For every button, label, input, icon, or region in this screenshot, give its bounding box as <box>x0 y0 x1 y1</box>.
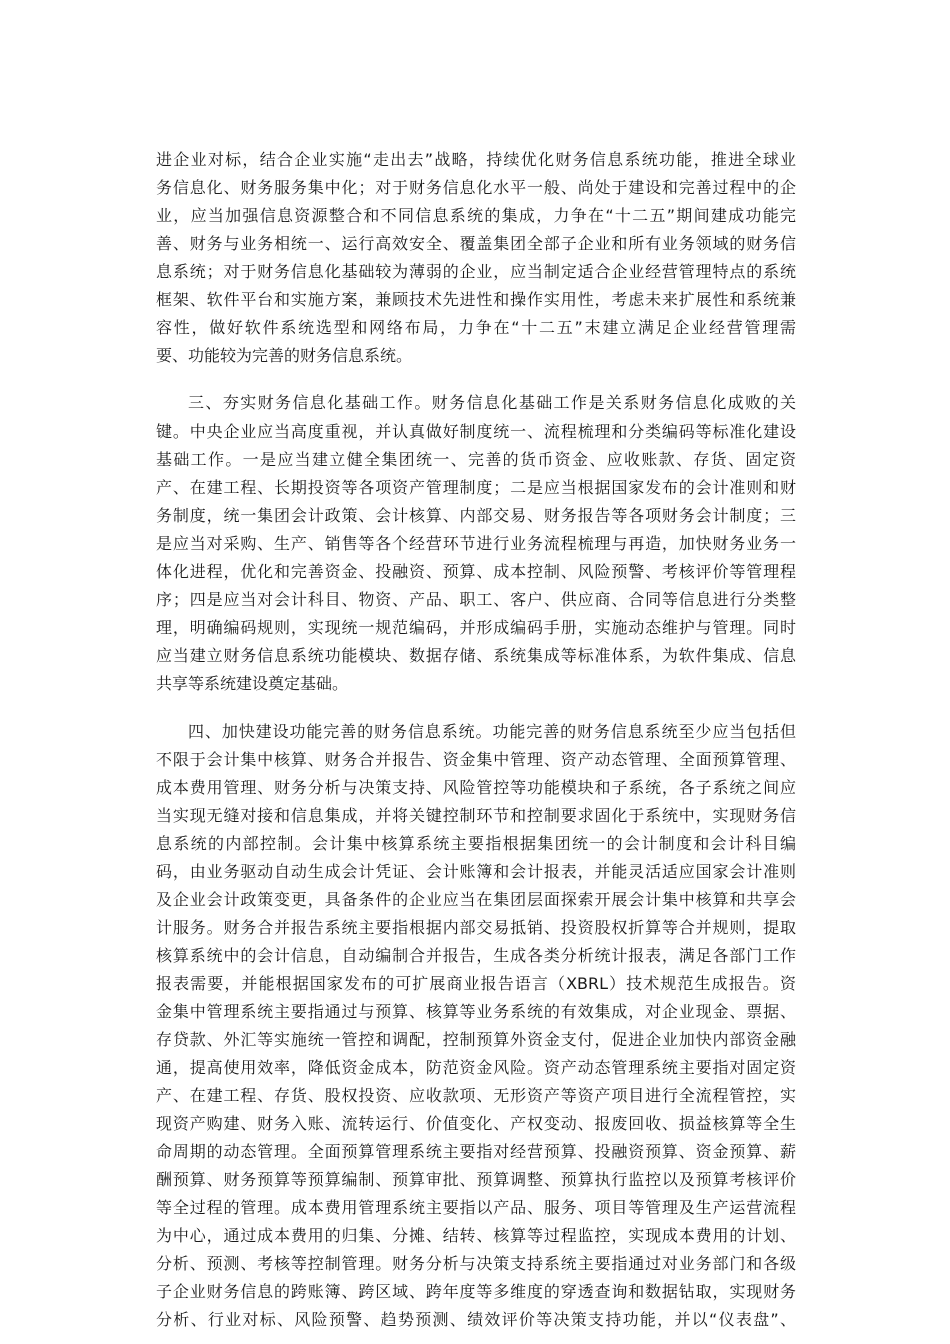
paragraph-3-line-10: 报表需要，并能根据国家发布的可扩展商业报告语言（XBRL）技术规范生成报告。资 <box>156 974 796 993</box>
paragraph-3-line-19: 为中心，通过成本费用的归集、分摊、结转、核算等过程监控，实现成本费用的计划、 <box>156 1226 796 1245</box>
paragraph-3-line-1: 四、加快建设功能完善的财务信息系统。功能完善的财务信息系统至少应当包括但 <box>188 722 796 741</box>
paragraph-1-line-8: 要、功能较为完善的财务信息系统。 <box>156 346 413 365</box>
paragraph-3-line-8: 计服务。财务合并报告系统主要指根据内部交易抵销、投资股权折算等合并规则，提取 <box>156 918 796 937</box>
paragraph-1-line-6: 框架、软件平台和实施方案，兼顾技术先进性和操作实用性，考虑未来扩展性和系统兼 <box>156 290 796 309</box>
paragraph-3-line-2: 不限于会计集中核算、财务合并报告、资金集中管理、资产动态管理、全面预算管理、 <box>156 750 796 769</box>
paragraph-3-line-14: 产、在建工程、存货、股权投资、应收款项、无形资产等资产项目进行全流程管控，实 <box>156 1086 796 1105</box>
paragraph-3-line-21: 子企业财务信息的跨账簿、跨区域、跨年度等多维度的穿透查询和数据钻取，实现财务 <box>156 1282 796 1301</box>
paragraph-3-line-20: 分析、预测、考核等控制管理。财务分析与决策支持系统主要指通过对业务部门和各级 <box>156 1254 796 1273</box>
paragraph-1-line-7: 容性，做好软件系统选型和网络布局，力争在“十二五”末建立满足企业经营管理需 <box>156 318 796 337</box>
paragraph-2-line-8: 序；四是应当对会计科目、物资、产品、职工、客户、供应商、合同等信息进行分类整 <box>156 590 796 609</box>
paragraph-2-line-1: 三、夯实财务信息化基础工作。财务信息化基础工作是关系财务信息化成败的关 <box>188 393 796 412</box>
paragraph-2-line-10: 应当建立财务信息系统功能模块、数据存储、系统集成等标准体系，为软件集成、信息 <box>156 646 796 665</box>
paragraph-3-line-12: 存贷款、外汇等实施统一管控和调配，控制预算外资金支付，促进企业加快内部资金融 <box>156 1030 796 1049</box>
paragraph-3-line-18: 等全过程的管理。成本费用管理系统主要指以产品、服务、项目等管理及生产运营流程 <box>156 1198 796 1217</box>
paragraph-1-line-4: 善、财务与业务相统一、运行高效安全、覆盖集团全部子企业和所有业务领域的财务信 <box>156 234 796 253</box>
paragraph-2-line-3: 基础工作。一是应当建立健全集团统一、完善的货币资金、应收账款、存货、固定资 <box>156 450 796 469</box>
paragraph-2-line-2: 键。中央企业应当高度重视，并认真做好制度统一、流程梳理和分类编码等标准化建设 <box>156 422 796 441</box>
paragraph-3-line-5: 息系统的内部控制。会计集中核算系统主要指根据集团统一的会计制度和会计科目编 <box>156 834 796 853</box>
paragraph-1-line-3: 业，应当加强信息资源整合和不同信息系统的集成，力争在“十二五”期间建成功能完 <box>156 206 796 225</box>
paragraph-3-line-7: 及企业会计政策变更，具备条件的企业应当在集团层面探索开展会计集中核算和共享会 <box>156 890 796 909</box>
paragraph-2-line-4: 产、在建工程、长期投资等各项资产管理制度；二是应当根据国家发布的会计准则和财 <box>156 478 796 497</box>
paragraph-1-line-2: 务信息化、财务服务集中化；对于财务信息化水平一般、尚处于建设和完善过程中的企 <box>156 178 796 197</box>
paragraph-3-line-3: 成本费用管理、财务分析与决策支持、风险管控等功能模块和子系统，各子系统之间应 <box>156 778 796 797</box>
paragraph-1-line-5: 息系统；对于财务信息化基础较为薄弱的企业，应当制定适合企业经营管理特点的系统 <box>156 262 796 281</box>
paragraph-2-line-9: 理，明确编码规则，实现统一规范编码，并形成编码手册，实施动态维护与管理。同时 <box>156 618 796 637</box>
paragraph-3-line-9: 核算系统中的会计信息，自动编制合并报告，生成各类分析统计报表，满足各部门工作 <box>156 946 796 965</box>
paragraph-3-line-22: 分析、行业对标、风险预警、趋势预测、绩效评价等决策支持功能，并以“仪表盘”、 <box>156 1310 796 1329</box>
paragraph-3-line-17: 酬预算、财务预算等预算编制、预算审批、预算调整、预算执行监控以及预算考核评价 <box>156 1170 796 1189</box>
paragraph-3-line-6: 码，由业务驱动自动生成会计凭证、会计账簿和会计报表，并能灵活适应国家会计准则 <box>156 862 796 881</box>
paragraph-2-line-6: 是应当对采购、生产、销售等各个经营环节进行业务流程梳理与再造，加快财务业务一 <box>156 534 796 553</box>
paragraph-2-line-11: 共享等系统建设奠定基础。 <box>156 674 349 693</box>
paragraph-3-line-11: 金集中管理系统主要指通过与预算、核算等业务系统的有效集成，对企业现金、票据、 <box>156 1002 796 1021</box>
paragraph-1-line-1: 进企业对标，结合企业实施“走出去”战略，持续优化财务信息系统功能，推进全球业 <box>156 150 796 169</box>
paragraph-3-line-16: 命周期的动态管理。全面预算管理系统主要指对经营预算、投融资预算、资金预算、薪 <box>156 1142 796 1161</box>
paragraph-2-line-5: 务制度，统一集团会计政策、会计核算、内部交易、财务报告等各项财务会计制度；三 <box>156 506 796 525</box>
paragraph-3-line-15: 现资产购建、财务入账、流转运行、价值变化、产权变动、报废回收、损益核算等全生 <box>156 1114 796 1133</box>
paragraph-3-line-13: 通，提高使用效率，降低资金成本，防范资金风险。资产动态管理系统主要指对固定资 <box>156 1058 796 1077</box>
paragraph-2-line-7: 体化进程，优化和完善资金、投融资、预算、成本控制、风险预警、考核评价等管理程 <box>156 562 796 581</box>
paragraph-3-line-4: 当实现无缝对接和信息集成，并将关键控制环节和控制要求固化于系统中，实现财务信 <box>156 806 796 825</box>
